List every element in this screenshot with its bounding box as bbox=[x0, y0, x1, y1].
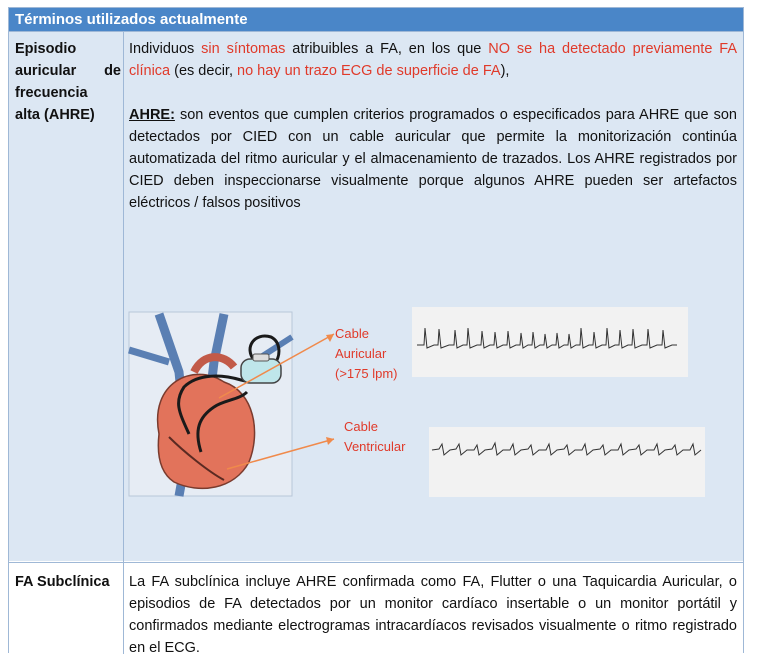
term-ahre-line: alta (AHRE) bbox=[15, 107, 95, 123]
term-ahre-line: frecuencia bbox=[15, 85, 88, 101]
term-subclinical-af: FA Subclínica bbox=[15, 574, 110, 590]
ecg-ventricular-trace bbox=[429, 427, 705, 497]
highlight-text: no hay un trazo ECG de superficie de FA bbox=[237, 63, 501, 79]
subclinical-af-description: La FA subclínica incluye AHRE confirmada como FA, Flutter o una Taquicardia Auricular, o episodios de FA detectados por un monitor cardíaco insertable o un monitor portátil y confirmados mediante electrogramas intracardíacos revisados visualmente o ritmo registrado en el ECG. bbox=[129, 574, 737, 656]
row-ahre bbox=[9, 31, 743, 561]
highlight-text: sin síntomas bbox=[201, 41, 286, 57]
ahre-description-paragraph: AHRE: son eventos que cumplen criterios programados o especificados para AHRE que son detectados por CIED con un cable auricular que permite la monitorización continúa automatizada del ritmo auricular y el almacenamiento de trazados. Los AHRE registrados por CIED deben inspeccionarse visualmente porque algunos AHRE pueden ser artefactos eléctricos / falsos positivos bbox=[129, 107, 737, 211]
row-subclinical-af bbox=[9, 562, 743, 654]
atrial-lead-label: Cable Auricular (>175 lpm) bbox=[335, 326, 398, 381]
ahre-label: AHRE: bbox=[129, 107, 175, 123]
terms-table bbox=[8, 7, 744, 656]
term-ahre-line: Episodio bbox=[15, 41, 77, 57]
heart-illustration bbox=[129, 312, 292, 496]
ecg-atrial-trace bbox=[412, 307, 688, 377]
ventricular-lead-label: Cable Ventricular bbox=[344, 419, 406, 454]
term-ahre-line: auricular de bbox=[15, 63, 121, 79]
table-header: Términos utilizados actualmente bbox=[9, 8, 743, 31]
pacemaker-figure bbox=[9, 32, 743, 562]
column-divider bbox=[123, 31, 124, 654]
ahre-definition-paragraph: Individuos sin síntomas atribuibles a FA, en los que NO se ha detectado previamente FA clínica (es decir, no hay un trazo ECG de superficie de FA), bbox=[129, 41, 737, 79]
highlight-text: NO se ha detectado previamente FA clínica bbox=[129, 41, 737, 79]
